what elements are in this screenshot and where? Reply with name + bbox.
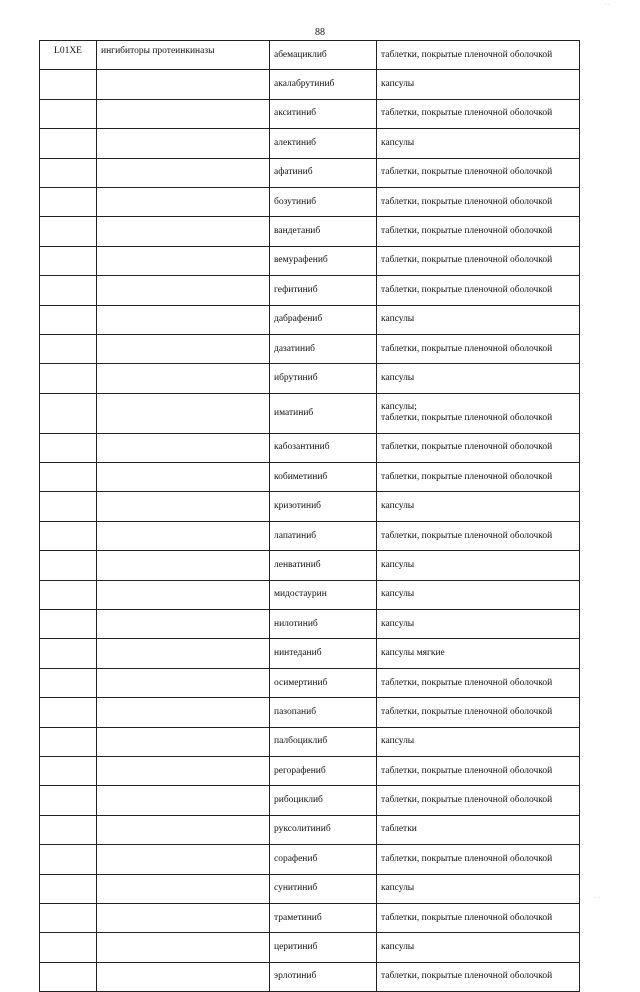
table-row (40, 433, 580, 462)
page-number: 88 (315, 27, 325, 38)
group-cell (97, 393, 270, 433)
group-cell (97, 903, 270, 932)
dosage-form-line: капсулы (381, 137, 415, 148)
dosage-form-cell (377, 158, 580, 187)
dosage-form-line: таблетки, покрытые пленочной оболочкой (381, 413, 553, 424)
atc-code-cell (40, 433, 97, 462)
atc-code-cell (40, 334, 97, 363)
drug-name-cell: руксолитиниб (270, 815, 377, 844)
scan-mark-top: · · (604, 2, 610, 8)
table-row (40, 492, 580, 521)
atc-code-cell (40, 70, 97, 99)
group-cell (97, 276, 270, 305)
dosage-form-cell (377, 521, 580, 550)
dosage-form-line: таблетки, покрытые пленочной оболочкой (381, 284, 553, 295)
drug-name-cell: мидостаурин (270, 580, 377, 609)
drug-name-cell: палбоциклиб (270, 727, 377, 756)
drug-name-cell: абемациклиб (270, 41, 377, 70)
group-cell (97, 217, 270, 246)
atc-code-cell (40, 845, 97, 874)
dosage-form-cell (377, 463, 580, 492)
group-cell (97, 521, 270, 550)
drug-table (39, 40, 580, 992)
atc-code-cell (40, 187, 97, 216)
group-cell (97, 639, 270, 668)
table-row (40, 756, 580, 785)
dosage-form-line: таблетки, покрытые пленочной оболочкой (381, 677, 553, 688)
group-cell (97, 158, 270, 187)
dosage-form-line: таблетки, покрытые пленочной оболочкой (381, 167, 553, 178)
dosage-form-line: таблетки, покрытые пленочной оболочкой (381, 706, 553, 717)
drug-name-cell: афатиниб (270, 158, 377, 187)
table-row (40, 393, 580, 433)
atc-code-cell (40, 276, 97, 305)
dosage-form-cell (377, 962, 580, 991)
dosage-form-cell (377, 874, 580, 903)
dosage-form-line: капсулы (381, 942, 415, 953)
atc-code-cell (40, 639, 97, 668)
dosage-form-line: таблетки, покрытые пленочной оболочкой (381, 255, 553, 266)
dosage-form-line: таблетки, покрытые пленочной оболочкой (381, 765, 553, 776)
dosage-form-cell (377, 393, 580, 433)
drug-name-cell: эрлотиниб (270, 962, 377, 991)
drug-name-cell: дазатиниб (270, 334, 377, 363)
drug-name-cell: акситиниб (270, 99, 377, 128)
group-cell: ингибиторы протеинкиназы (97, 41, 270, 70)
table-row (40, 698, 580, 727)
dosage-form-cell (377, 433, 580, 462)
atc-code-cell (40, 727, 97, 756)
dosage-form-cell (377, 786, 580, 815)
group-cell (97, 334, 270, 363)
group-cell (97, 874, 270, 903)
table-row (40, 874, 580, 903)
dosage-form-line: таблетки, покрытые пленочной оболочкой (381, 795, 553, 806)
dosage-form-line: таблетки, покрытые пленочной оболочкой (381, 471, 553, 482)
atc-code-cell (40, 933, 97, 962)
dosage-form-cell (377, 70, 580, 99)
dosage-form-cell (377, 99, 580, 128)
atc-code-cell (40, 815, 97, 844)
scan-mark-bottom: · · (594, 895, 600, 901)
table-row (40, 580, 580, 609)
dosage-form-cell (377, 756, 580, 785)
group-cell (97, 962, 270, 991)
drug-name-cell: вандетаниб (270, 217, 377, 246)
dosage-form-cell (377, 276, 580, 305)
dosage-form-cell (377, 187, 580, 216)
dosage-form-cell (377, 815, 580, 844)
dosage-form-cell (377, 903, 580, 932)
group-cell (97, 129, 270, 158)
dosage-form-line: таблетки, покрытые пленочной оболочкой (381, 912, 553, 923)
atc-code-cell (40, 158, 97, 187)
group-cell (97, 305, 270, 334)
drug-name-cell: гефитиниб (270, 276, 377, 305)
atc-code-cell (40, 698, 97, 727)
atc-code-cell (40, 962, 97, 991)
table-row (40, 364, 580, 393)
table-row (40, 246, 580, 275)
dosage-form-cell (377, 639, 580, 668)
drug-name-cell: сунитиниб (270, 874, 377, 903)
dosage-form-cell (377, 610, 580, 639)
drug-name-cell: рибоциклиб (270, 786, 377, 815)
atc-code-cell (40, 99, 97, 128)
dosage-form-line: таблетки, покрытые пленочной оболочкой (381, 343, 553, 354)
dosage-form-line: таблетки, покрытые пленочной оболочкой (381, 108, 553, 119)
drug-name-cell: кризотиниб (270, 492, 377, 521)
table-row (40, 727, 580, 756)
group-cell (97, 246, 270, 275)
atc-code-cell (40, 217, 97, 246)
drug-name-cell: лапатиниб (270, 521, 377, 550)
atc-code-cell (40, 610, 97, 639)
drug-name-cell: бозутиниб (270, 187, 377, 216)
group-cell (97, 698, 270, 727)
dosage-form-line: капсулы (381, 736, 415, 747)
atc-code-cell (40, 393, 97, 433)
drug-name-cell: пазопаниб (270, 698, 377, 727)
dosage-form-line: таблетки, покрытые пленочной оболочкой (381, 196, 553, 207)
dosage-form-line: таблетки (381, 824, 417, 835)
dosage-form-cell (377, 698, 580, 727)
drug-name-cell: регорафениб (270, 756, 377, 785)
atc-code-cell (40, 551, 97, 580)
dosage-form-cell (377, 668, 580, 697)
drug-name-cell: кабозантиниб (270, 433, 377, 462)
dosage-form-line: таблетки, покрытые пленочной оболочкой (381, 226, 553, 237)
dosage-form-line: капсулы (381, 79, 415, 90)
atc-code-cell (40, 756, 97, 785)
drug-name-cell: иматиниб (270, 393, 377, 433)
atc-code-cell (40, 874, 97, 903)
atc-code-cell (40, 463, 97, 492)
dosage-form-line: таблетки, покрытые пленочной оболочкой (381, 971, 553, 982)
table-row (40, 815, 580, 844)
dosage-form-line: капсулы (381, 618, 415, 629)
table-row (40, 334, 580, 363)
table-row (40, 962, 580, 991)
group-cell (97, 551, 270, 580)
atc-code-cell (40, 364, 97, 393)
group-cell (97, 610, 270, 639)
table-row (40, 41, 580, 70)
atc-code-cell (40, 580, 97, 609)
table-row (40, 129, 580, 158)
atc-code-cell (40, 521, 97, 550)
table-row (40, 668, 580, 697)
dosage-form-cell (377, 217, 580, 246)
group-cell (97, 756, 270, 785)
group-cell (97, 492, 270, 521)
dosage-form-line: капсулы (381, 559, 415, 570)
dosage-form-line: капсулы мягкие (381, 648, 445, 659)
group-cell (97, 433, 270, 462)
dosage-form-cell (377, 41, 580, 70)
drug-name-cell: кобиметиниб (270, 463, 377, 492)
table-body (40, 41, 580, 992)
table-row (40, 639, 580, 668)
drug-name-cell: церитиниб (270, 933, 377, 962)
group-cell (97, 933, 270, 962)
dosage-form-cell (377, 845, 580, 874)
table-row (40, 70, 580, 99)
dosage-form-line: таблетки, покрытые пленочной оболочкой (381, 49, 553, 60)
dosage-form-cell (377, 551, 580, 580)
atc-code-cell (40, 129, 97, 158)
table-row (40, 610, 580, 639)
atc-code-cell (40, 903, 97, 932)
group-cell (97, 70, 270, 99)
table-row (40, 903, 580, 932)
dosage-form-cell (377, 305, 580, 334)
dosage-form-line: капсулы (381, 883, 415, 894)
atc-code-cell: L01XE (40, 41, 97, 70)
dosage-form-cell (377, 727, 580, 756)
dosage-form-cell (377, 334, 580, 363)
dosage-form-line: таблетки, покрытые пленочной оболочкой (381, 530, 553, 541)
dosage-form-line: капсулы (381, 314, 415, 325)
drug-name-cell: ленватиниб (270, 551, 377, 580)
table-row (40, 217, 580, 246)
table-row (40, 933, 580, 962)
dosage-form-line: таблетки, покрытые пленочной оболочкой (381, 853, 553, 864)
table-row (40, 99, 580, 128)
atc-code-cell (40, 246, 97, 275)
dosage-form-cell (377, 364, 580, 393)
group-cell (97, 364, 270, 393)
group-cell (97, 580, 270, 609)
drug-name-cell: осимертиниб (270, 668, 377, 697)
table-row (40, 187, 580, 216)
group-cell (97, 99, 270, 128)
dosage-form-line: капсулы; (381, 402, 417, 413)
group-cell (97, 463, 270, 492)
group-cell (97, 786, 270, 815)
table-row (40, 786, 580, 815)
atc-code-cell (40, 668, 97, 697)
drug-name-cell: ибрутиниб (270, 364, 377, 393)
atc-code-cell (40, 305, 97, 334)
group-cell (97, 187, 270, 216)
drug-name-cell: нилотиниб (270, 610, 377, 639)
table-row (40, 158, 580, 187)
table-row (40, 305, 580, 334)
group-cell (97, 727, 270, 756)
dosage-form-line: капсулы (381, 372, 415, 383)
dosage-form-line: капсулы (381, 589, 415, 600)
drug-name-cell: нинтеданиб (270, 639, 377, 668)
drug-name-cell: сорафениб (270, 845, 377, 874)
dosage-form-cell (377, 580, 580, 609)
table-row (40, 551, 580, 580)
dosage-form-cell (377, 933, 580, 962)
drug-name-cell: вемурафениб (270, 246, 377, 275)
dosage-form-cell (377, 246, 580, 275)
group-cell (97, 668, 270, 697)
drug-name-cell: траметиниб (270, 903, 377, 932)
table-row (40, 276, 580, 305)
dosage-form-cell (377, 492, 580, 521)
table-row (40, 463, 580, 492)
dosage-form-line: таблетки, покрытые пленочной оболочкой (381, 442, 553, 453)
table-row (40, 521, 580, 550)
dosage-form-cell (377, 129, 580, 158)
drug-name-cell: акалабрутиниб (270, 70, 377, 99)
group-cell (97, 815, 270, 844)
drug-name-cell: дабрафениб (270, 305, 377, 334)
atc-code-cell (40, 492, 97, 521)
atc-code-cell (40, 786, 97, 815)
table-row (40, 845, 580, 874)
group-cell (97, 845, 270, 874)
drug-name-cell: алектиниб (270, 129, 377, 158)
dosage-form-line: капсулы (381, 501, 415, 512)
